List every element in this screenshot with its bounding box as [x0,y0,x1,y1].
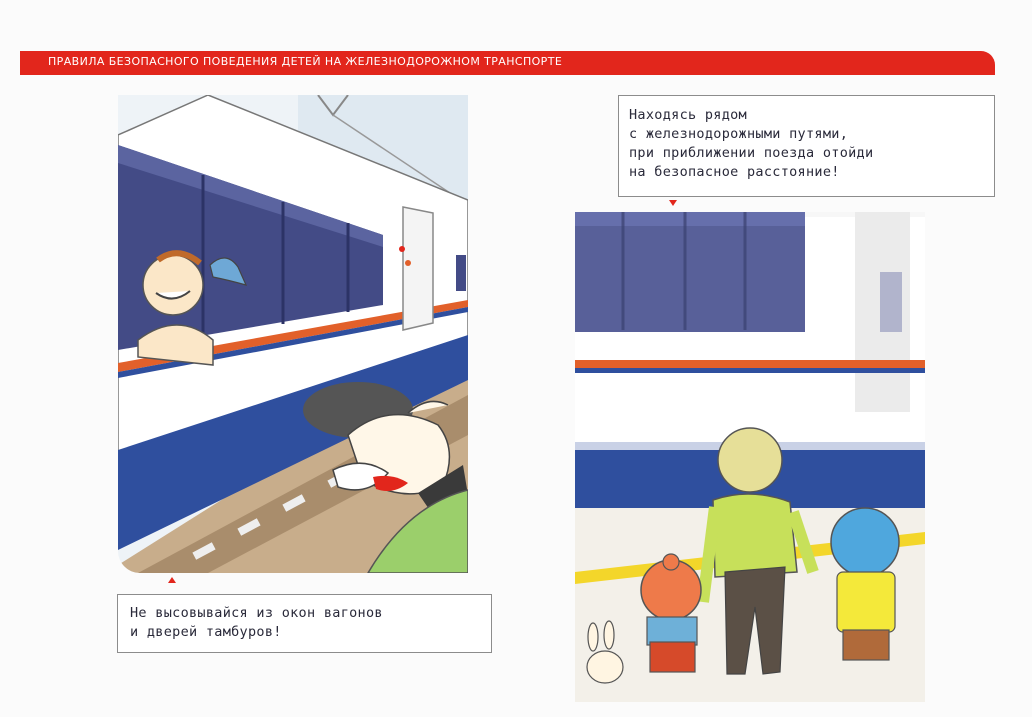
caption-line: с железнодорожными путями, [629,126,849,142]
illustration-window [118,95,468,573]
caption-line: и дверей тамбуров! [130,624,282,640]
caption-pointer-left [168,577,176,583]
page-title: ПРАВИЛА БЕЗОПАСНОГО ПОВЕДЕНИЯ ДЕТЕЙ НА ЖЕЛЕЗНОДОРОЖНОМ ТРАНСПОРТЕ [48,55,563,68]
caption-line: при приближении поезда отойди [629,145,874,161]
caption-line: Находясь рядом [629,107,747,123]
illustration-platform [575,212,925,702]
platform-safety-illustration [575,212,925,702]
train-window-illustration [118,95,468,573]
caption-line: на безопасное расстояние! [629,164,840,180]
caption-pointer-right [669,200,677,206]
header-banner [20,51,995,75]
caption-window-rule [117,594,492,653]
caption-line: Не высовывайся из окон вагонов [130,605,383,621]
caption-platform-rule [618,95,995,197]
